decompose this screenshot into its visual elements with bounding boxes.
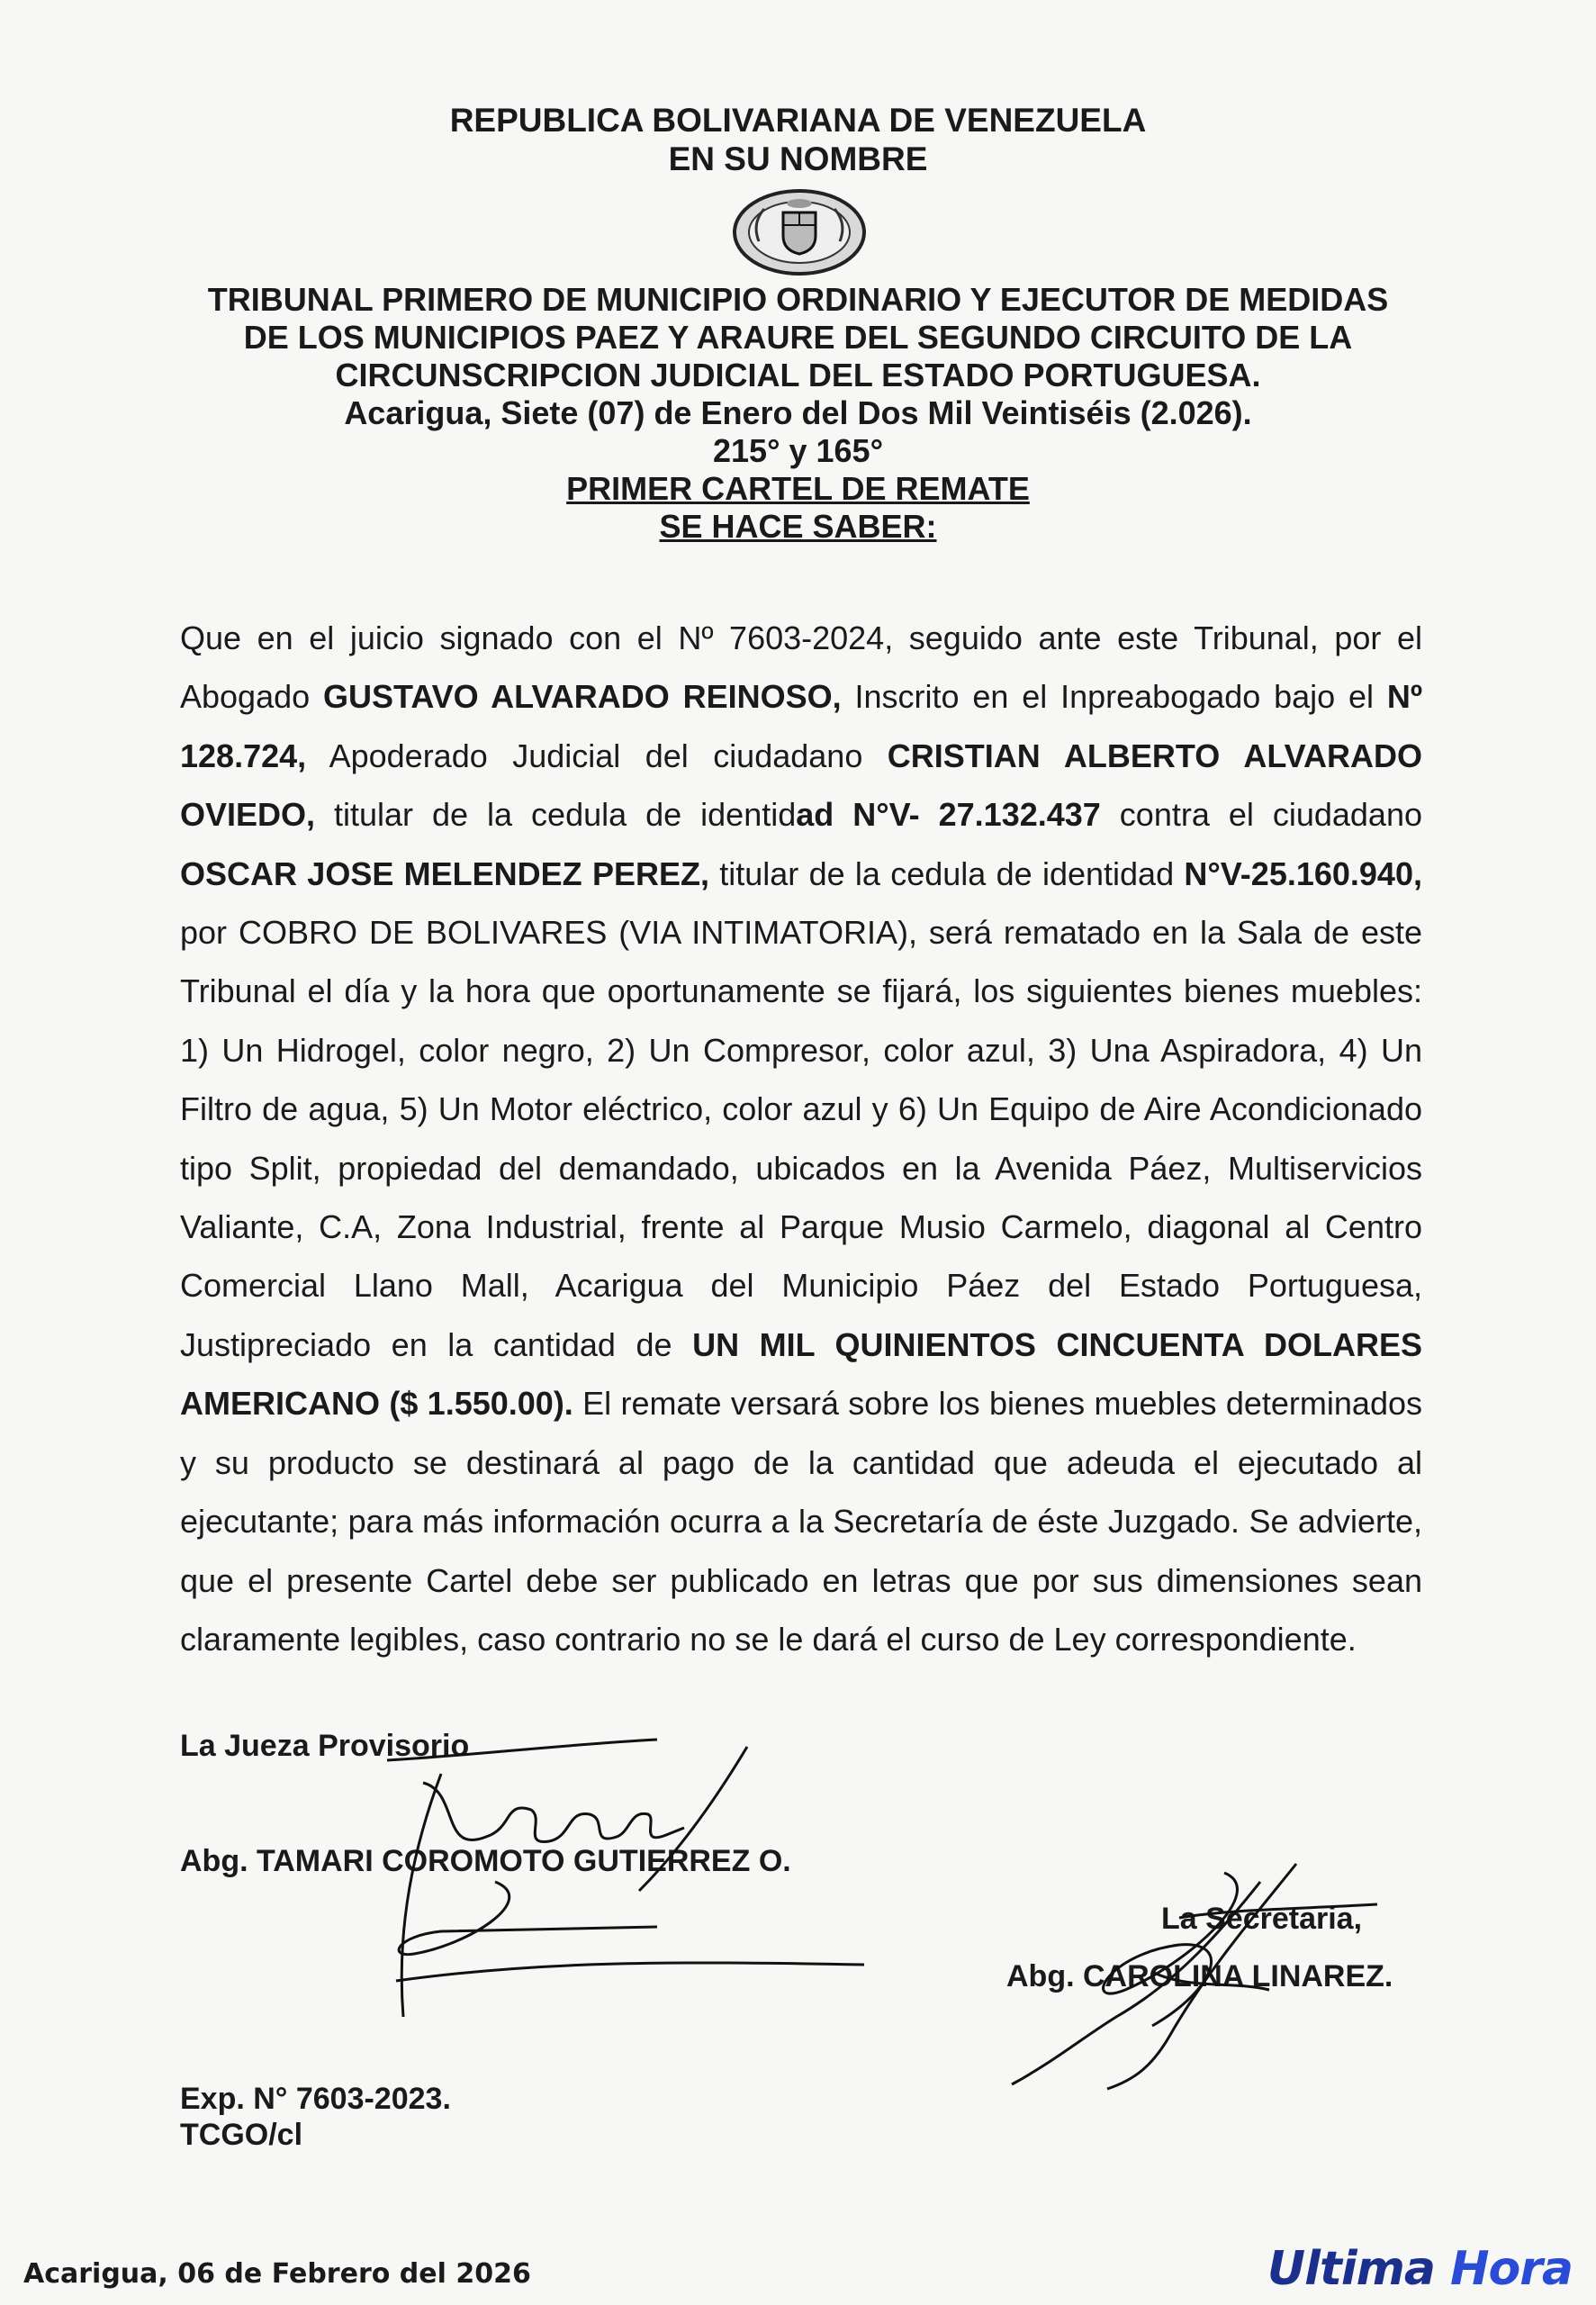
republic-heading: REPUBLICA BOLIVARIANA DE VENEZUELA — [449, 102, 1147, 139]
judge-name: Abg. TAMARI COROMOTO GUTIERREZ O. — [180, 1844, 791, 1878]
appraised-amount: UN MIL QUINIENTOS CINCUENTA DOLARES AMERICANO ($ 1.550.00). — [180, 1325, 1422, 1423]
plaintiff-id: ad N°V- 27.132.437 — [796, 796, 1101, 834]
typist-code: TCGO/cl — [180, 2118, 303, 2152]
body-text: Apoderado Judicial del ciudadano — [306, 737, 888, 774]
body-text: Inscrito en el Inpreabogado bajo el — [841, 678, 1387, 716]
secretary-name: Abg. CAROLINA LINAREZ. — [1006, 1959, 1393, 1993]
years-note: 215° y 165° — [713, 432, 883, 469]
tribunal-heading — [135, 281, 1461, 546]
notice-title: PRIMER CARTEL DE REMATE — [566, 470, 1030, 507]
secretary-signature-icon — [999, 1855, 1413, 2098]
body-text: El remate versará sobre los bienes muebles determinados y su producto se destinará al pago de la cantidad que adeuda el ejecutado al ejecutante; para más información ocurra a la Secretaría de éste Juzgado. Se advierte, que el presente Cartel debe ser publicado en letras que por sus dimensiones sean claramente legibles, caso contrario no se le dará el curso de Ley correspondiente. — [180, 1385, 1422, 1658]
tribunal-line-2: DE LOS MUNICIPIOS PAEZ Y ARAURE DEL SEGUNDO CIRCUITO DE LA — [243, 319, 1353, 356]
issue-date: Acarigua, Siete (07) de Enero del Dos Mil Veintiséis (2.026). — [344, 394, 1252, 431]
on-behalf-heading: EN SU NOMBRE — [668, 140, 928, 177]
case-expedient: Exp. N° 7603-2023. — [180, 2082, 451, 2116]
notice-body — [180, 609, 1422, 1668]
body-text: Que en el juicio signado con el Nº 7603-2024, seguido ante este Tribunal, por el Abogado — [180, 619, 1422, 716]
tribunal-line-1: TRIBUNAL PRIMERO DE MUNICIPIO ORDINARIO Y EJECUTOR DE MEDIDAS — [207, 281, 1389, 318]
secretary-title: La Secretaria, — [1161, 1902, 1363, 1936]
defendant-name: OSCAR JOSE MELENDEZ PEREZ, — [180, 854, 709, 892]
brand-text-a: Ultima — [1267, 2242, 1451, 2296]
notice-subtitle: SE HACE SABER: — [659, 508, 937, 545]
attorney-name: GUSTAVO ALVARADO REINOSO, — [322, 678, 842, 716]
defendant-id: N°V-25.160.940, — [1184, 854, 1422, 892]
plaintiff-name: CRISTIAN ALBERTO ALVARADO OVIEDO, — [180, 737, 1423, 834]
coat-of-arms-seal-icon — [732, 187, 867, 277]
inpre-number: Nº 128.724, — [180, 678, 1422, 774]
body-text: contra el ciudadano — [1100, 796, 1423, 834]
tribunal-line-3: CIRCUNSCRIPCION JUDICIAL DEL ESTADO PORTUGUESA. — [335, 357, 1261, 393]
body-text: por COBRO DE BOLIVARES (VIA INTIMATORIA), será rematado en la Sala de este Tribunal el día y la hora que oportunamente se fijará, los siguientes bienes muebles: 1) Un Hidrogel, color negro, 2) Un Compresor, color azul, 3) Una Aspiradora, 4) Un Filtro de agua, 5) Un Motor eléctrico, color azul y 6) Un Equipo de Aire Acondicionado tipo Split, propiedad del demandado, ubicados en la Avenida Páez, Multiservicios Valiante, C.A, Zona Industrial, frente al Parque Musio Carmelo, diagonal al Centro Comercial Llano Mall, Acarigua del Municipio Páez del Estado Portuguesa, Justipreciado en la cantidad de — [180, 914, 1422, 1363]
body-text: titular de la cedula de identid — [315, 796, 797, 834]
brand-text-b: Hora — [1450, 2242, 1573, 2296]
document-header — [0, 101, 1596, 178]
ultima-hora-logo — [1267, 2242, 1573, 2296]
judge-signature-icon — [360, 1720, 864, 2062]
body-text: titular de la cedula de identidad — [708, 854, 1185, 892]
publication-date: Acarigua, 06 de Febrero del 2026 — [23, 2258, 531, 2290]
judge-title: La Jueza Provisorio — [180, 1729, 470, 1763]
